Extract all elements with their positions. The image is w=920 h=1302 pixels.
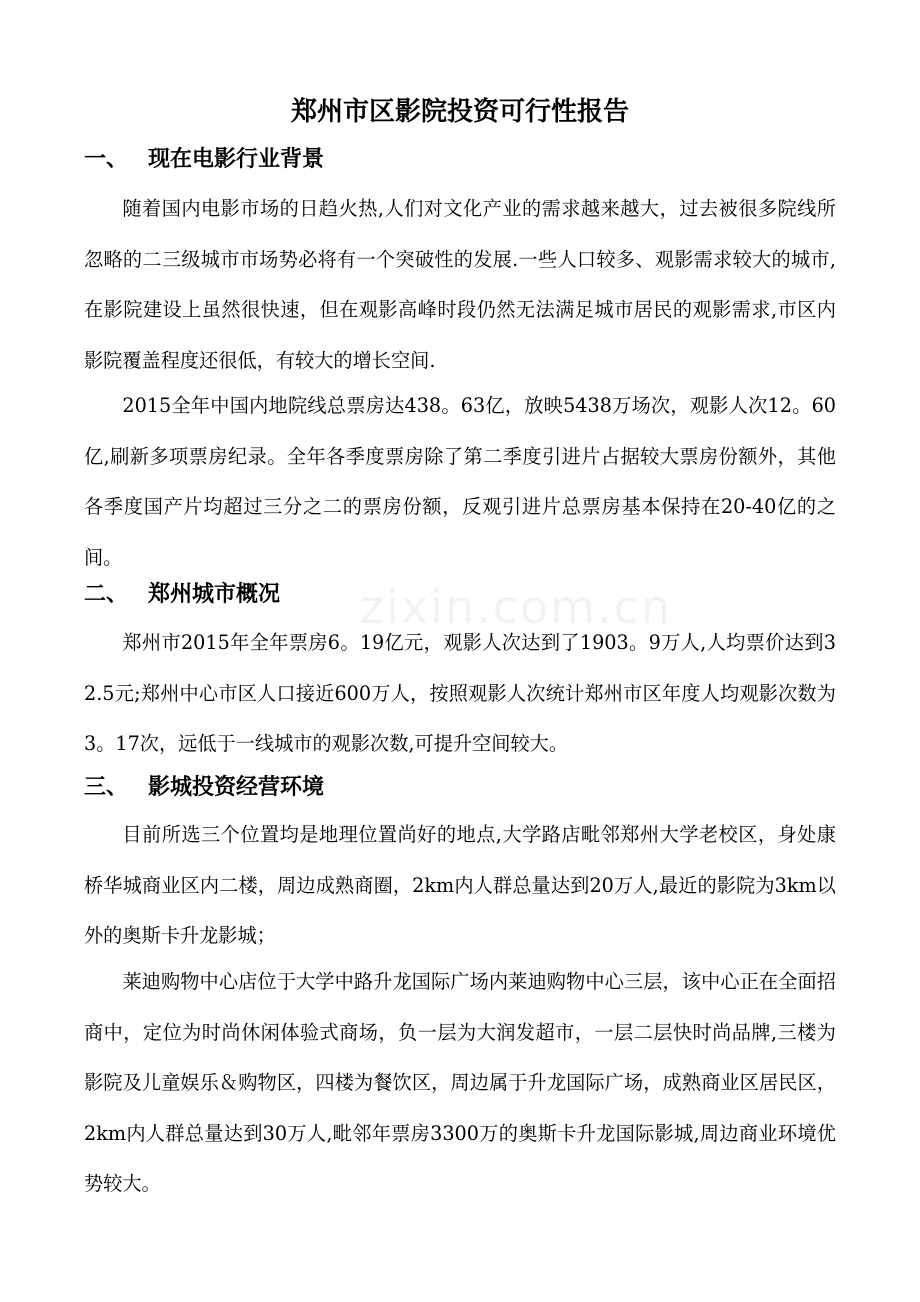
document-title: 郑州市区影院投资可行性报告 <box>290 97 629 127</box>
watermark: zixin.com.cn <box>360 580 673 634</box>
paragraph: 目前所选三个位置均是地理位置尚好的地点,大学路店毗邻郑州大学老校区，身处康桥华城商业区内二楼，周边成熟商圈，2km内人群总量达到20万人,最近的影院为3km以外的奥斯卡升龙影城； <box>84 823 836 947</box>
paragraph: 2015全年中国内地院线总票房达438。63亿，放映5438万场次，观影人次12。60亿,刷新多项票房纪录。全年各季度票房除了第二季度引进片占据较大票房份额外，其他各季度国产片均超过三分之二的票房份额，反观引进片总票房基本保持在20-40亿的之间。 <box>84 394 836 569</box>
paragraph: 莱迪购物中心店位于大学中路升龙国际广场内莱迪购物中心三层，该中心正在全面招商中，定位为时尚休闲体验式商场，负一层为大润发超市，一层二层快时尚品牌,三楼为影院及儿童娱乐＆购物区，四楼为餐饮区，周边属于升龙国际广场，成熟商业区居民区，2km内人群总量达到30万人,毗邻年票房3300万的奥斯卡升龙国际影城,周边商业环境优势较大。 <box>84 970 836 1195</box>
section-number: 二、 <box>84 582 129 607</box>
section-number: 三、 <box>84 775 129 800</box>
section-heading <box>84 143 324 177</box>
paragraph: 随着国内电影市场的日趋火热,人们对文化产业的需求越来越大，过去被很多院线所忽略的二三级城市市场势必将有一个突破性的发展.一些人口较多、观影需求较大的城市,在影院建设上虽然很快速，但在观影高峰时段仍然无法满足城市居民的观影需求,市区内影院覆盖程度还很低，有较大的增长空间. <box>84 197 836 372</box>
section-title: 郑州城市概况 <box>148 582 281 607</box>
section-number: 一、 <box>84 147 129 172</box>
paragraph: 郑州市2015年全年票房6。19亿元，观影人次达到了1903。9万人,人均票价达到32.5元;郑州中心市区人口接近600万人，按照观影人次统计郑州市区年度人均观影次数为3。17次，远低于一线城市的观影次数,可提升空间较大。 <box>84 631 836 755</box>
section-heading <box>84 771 324 805</box>
section-title: 影城投资经营环境 <box>148 775 325 800</box>
section-title: 现在电影行业背景 <box>148 147 325 172</box>
section-heading <box>84 578 280 612</box>
